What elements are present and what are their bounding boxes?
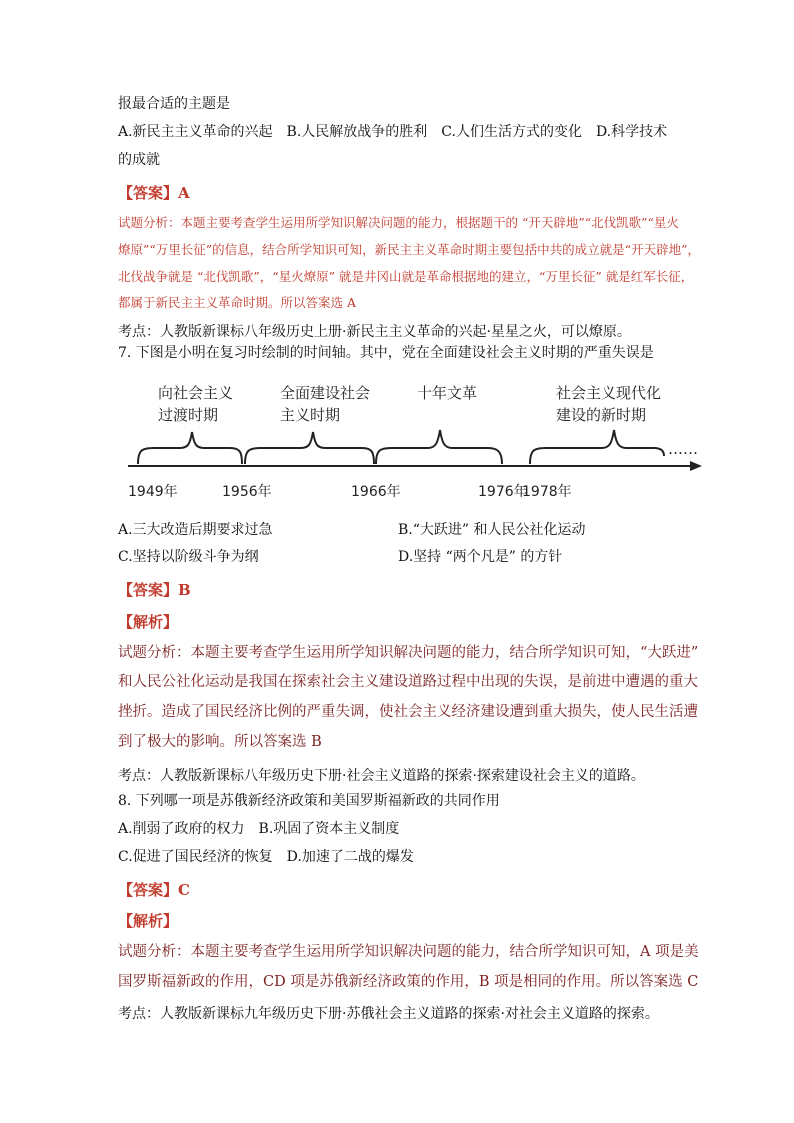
answer-label: 【答案】 [118,881,179,899]
q8-answer [118,880,190,900]
q7-analysis-line: 和人民公社化运动是我国在探索社会主义建设道路过程中出现的失误，是前进中遭遇的重大 [118,674,698,690]
timeline-year: 1978年 [522,484,572,500]
answer-label: 【答案】 [118,581,179,599]
timeline-brace [138,432,242,464]
q6-analysis-line: 都属于新民主主义革命时期。所以答案选 A [118,295,357,310]
q6-stem-end: 报最合适的主题是 [118,96,230,112]
q7-option-d: D.坚持 “两个凡是” 的方针 [398,549,563,565]
answer-value: A [178,184,190,202]
q8-kaodian: 考点：人教版新课标九年级历史下册·苏俄社会主义道路的探索·对社会主义道路的探索。 [118,1006,659,1022]
q6-answer [118,183,190,203]
timeline-label: 主义时期 [280,406,341,424]
timeline-brace [376,430,502,464]
q6-analysis-line: 北伐战争就是 “北伐凯歌”，“星火燎原” 就是井冈山就是革命根据地的建立，“万里长征” 就是红军长征， [118,269,694,284]
q6-analysis-line: 燎原”“万里长征”的信息，结合所学知识可知，新民主主义革命时期主要包括中共的成立就是“开天辟地”， [118,242,700,257]
arrow-icon [690,461,702,471]
q6-options-cont: 的成就 [118,152,160,168]
q8-options: A.削弱了政府的权力 B.巩固了资本主义制度 [118,821,400,837]
q8-jiexi [118,911,178,931]
timeline-year: 1956年 [222,484,272,500]
q8-stem: 8. 下列哪一项是苏俄新经济政策和美国罗斯福新政的共同作用 [118,793,500,809]
q7-analysis-line: 到了极大的影响。所以答案选 B [118,734,322,750]
answer-value: B [178,581,191,599]
answer-value: C [178,881,190,899]
q7-option-b: B.“大跃进” 和人民公社化运动 [398,522,586,538]
timeline-label: 过渡时期 [158,406,219,424]
answer-label: 【答案】 [118,184,179,202]
timeline-year: 1966年 [351,484,401,500]
q7-analysis-line: 试题分析：本题主要考查学生运用所学知识解决问题的能力，结合所学知识可知，“大跃进” [118,645,699,661]
q7-option-c: C.坚持以阶级斗争为纲 [118,549,259,565]
timeline-label: 建设的新时期 [556,406,647,424]
timeline-diagram [118,376,718,504]
q6-options: A.新民主主义革命的兴起 B.人民解放战争的胜利 C.人们生活方式的变化 D.科学技术 [118,124,668,140]
q6-kaodian: 考点：人教版新课标八年级历史上册·新民主主义革命的兴起·星星之火，可以燎原。 [118,324,631,340]
q7-kaodian: 考点：人教版新课标八年级历史下册·社会主义道路的探索·探索建设社会主义的道路。 [118,768,645,784]
analysis-label: 【解析】 [118,613,179,631]
analysis-label: 【解析】 [118,912,179,930]
q8-options: C.促进了国民经济的恢复 D.加速了二战的爆发 [118,849,414,865]
q7-option-a: A.三大改造后期要求过急 [118,522,273,538]
q7-answer [118,580,191,600]
q7-analysis-line: 挫折。造成了国民经济比例的严重失调，使社会主义经济建设遭到重大损失，使人民生活遭 [118,704,698,720]
q6-analysis-line: 试题分析：本题主要考查学生运用所学知识解决问题的能力，根据题干的 “开天辟地”“北伐凯歌”“星火 [118,215,679,230]
timeline-year: 1949年 [128,484,178,500]
q8-analysis-line: 试题分析：本题主要考查学生运用所学知识解决问题的能力，结合所学知识可知，A 项是美 [118,944,699,960]
q7-stem: 7. 下图是小明在复习时绘制的时间轴。其中，党在全面建设社会主义时期的严重失误是 [118,345,654,361]
timeline-brace [245,432,374,464]
timeline-year: 1976年 [478,484,528,500]
timeline-continuation: …… [668,440,698,458]
q8-analysis-line: 国罗斯福新政的作用，CD 项是苏俄新经济政策的作用，B 项是相同的作用。所以答案选 C [118,974,699,990]
timeline-label: 全面建设社会 [280,384,371,402]
timeline-label: 向社会主义 [158,384,234,402]
q7-jiexi [118,612,178,632]
timeline-label: 社会主义现代化 [556,384,662,402]
timeline-brace [530,430,664,464]
timeline-label: 十年文革 [417,384,478,402]
